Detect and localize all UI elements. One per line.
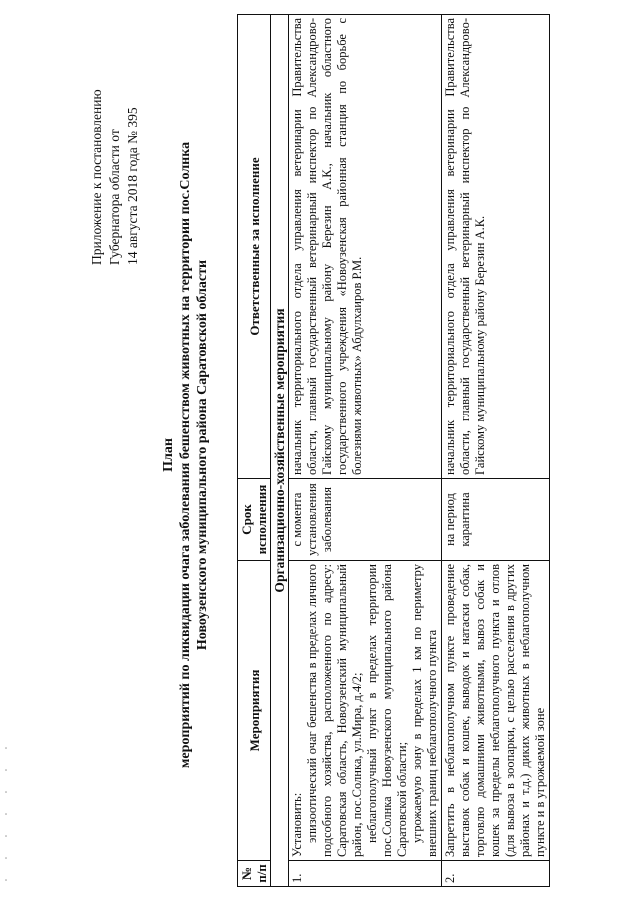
title-plan: План <box>161 438 176 472</box>
row-number: 1. <box>289 861 442 887</box>
appendix-line-1: Приложение к постановлению <box>89 89 104 265</box>
row-term: с момента установления заболевания <box>289 479 442 561</box>
header-event: Мероприятия <box>238 561 271 861</box>
appendix-line-3: 14 августа 2018 года № 395 <box>125 107 140 265</box>
event-line: Запретить в неблагополучном пункте проведение выставок собак и кошек, выводок и натаски собак, торговлю домашними животными, вывоз собак и кошек за пределы неблагополучного пункта и отлов (для вывоза в зоопарки, с целью расселения в других районах и т.д.) диких животных в неблагополучном пункте и в угрожаемой зоне <box>443 564 547 857</box>
event-line: Установить: <box>290 792 304 857</box>
header-term: Срок исполнения <box>238 479 271 561</box>
row-responsible: начальник территориального отдела управления ветеринарии Правительства области, главный государственный ветеринарный инспектор по Александрово-Гайскому муниципальному району Березин А.К. <box>442 15 550 479</box>
header-responsible: Ответственные за исполнение <box>238 15 271 479</box>
event-line: угрожаемую зону в пределах 1 км по периметру внешних границ неблагополучного пункта <box>410 564 439 857</box>
title-region: Новоузенского муниципального района Саратовской области <box>195 259 210 651</box>
appendix-line-2: Губернатора области от <box>107 129 122 265</box>
header-num: № п/п <box>238 861 271 887</box>
row-responsible: начальник территориального отдела управления ветеринарии Правительства области, главный государственный ветеринарный инспектор по Александрово-Гайскому муниципальному району Березин А.К., начальник областного государственного учреждения «Новоузенская районная станция по борьбе с болезнями животных» Абдулхаиров Р.М. <box>289 15 442 479</box>
row-term: на период карантина <box>442 479 550 561</box>
title-subject: мероприятий по ликвидации очага заболевания бешенством животных на территории пос.Солнка <box>178 141 193 769</box>
event-line: эпизоотический очаг бешенства в пределах личного подсобного хозяйства, расположенного по адресу: Саратовская область, Новоузенский муниципальный район, пос.Солнка, ул.Мира, д.4/2; <box>305 564 364 857</box>
row-number: 2. <box>442 861 550 887</box>
event-line: неблагополучный пункт в пределах территории пос.Солнка Новоузенского муниципального района Саратовской области; <box>365 564 409 857</box>
section-title: Организационно-хозяйственные мероприятия <box>271 15 289 887</box>
